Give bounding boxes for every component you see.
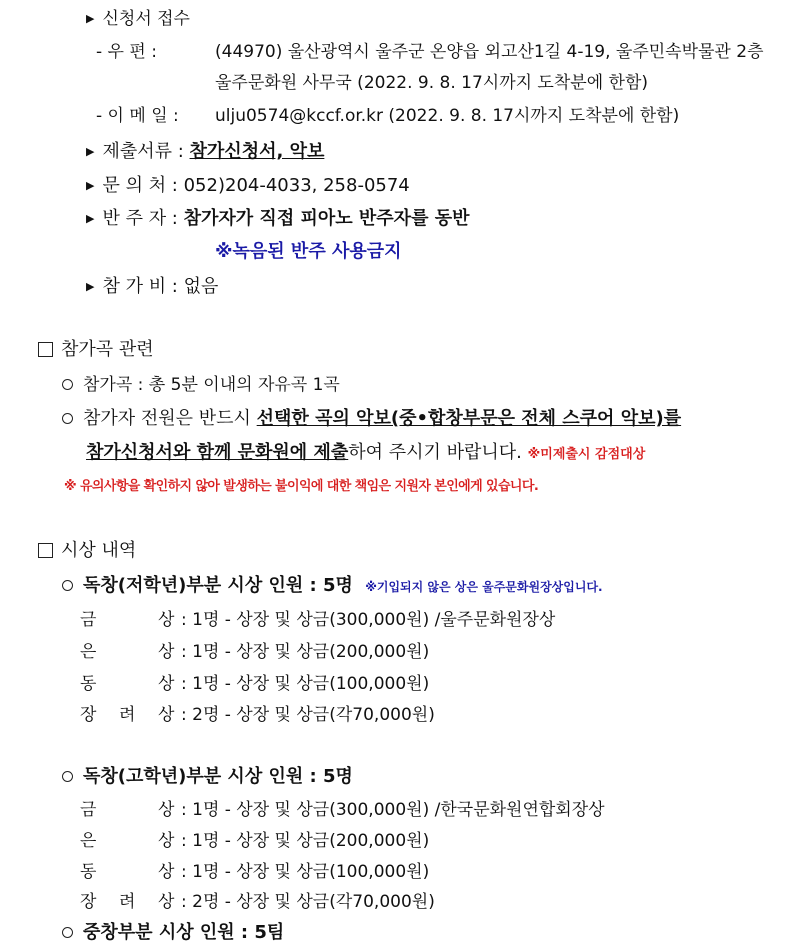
award-prize: 금 상	[80, 800, 175, 820]
fee-value: 없음	[183, 276, 219, 297]
award-row: : 1명 - 상장 및 상금(100,000원)	[181, 862, 430, 882]
post-address: (44970) 울산광역시 울주군 온양읍 외고산1길 4-19, 울주민속박물관 2층	[215, 42, 764, 62]
docs-label: 제출서류 :	[102, 141, 184, 162]
triangle-bullet-icon: ▶	[86, 12, 95, 25]
circle-bullet-icon	[62, 927, 73, 938]
songs-item-2: 참가자 전원은 반드시 선택한 곡의 악보(중•합창부문은 전체 스쿠어 악보)를	[62, 408, 681, 430]
post-address-cont: 울주문화원 사무국 (2022. 9. 8. 17시까지 도착분에 한함)	[215, 73, 649, 93]
triangle-bullet-icon: ▶	[86, 179, 95, 192]
award-row: : 1명 - 상장 및 상금(100,000원)	[181, 674, 430, 694]
triangle-bullet-icon: ▶	[86, 212, 95, 225]
accomp-label: 반 주 자 :	[102, 208, 178, 229]
accomp-value: 참가자가 직접 피아노 반주자를 동반	[183, 208, 470, 229]
award-prize: 금 상	[80, 610, 175, 630]
award-prize: 장 려 상	[80, 705, 175, 725]
submission-heading: ▶ 신청서 접수	[86, 9, 190, 29]
circle-bullet-icon	[62, 580, 73, 591]
docs-row	[86, 141, 324, 163]
songs-heading: 참가곡 관련	[38, 339, 154, 361]
checkbox-square-icon	[38, 342, 53, 357]
fee-label: 참 가 비 :	[102, 276, 178, 297]
songs-item-1: 참가곡 : 총 5분 이내의 자유곡 1곡	[62, 374, 340, 396]
penalty-note: ※미제출시 감점대상	[527, 447, 646, 462]
circle-bullet-icon	[62, 413, 73, 424]
award-row: : 1명 - 상장 및 상금(200,000원)	[181, 831, 430, 851]
contact-value: 052)204-4033, 258-0574	[183, 175, 410, 196]
accomp-note: ※녹음된 반주 사용금지	[215, 241, 402, 262]
award-group-2-title: 독창(고학년)부분 시상 인원 : 5명	[62, 766, 353, 788]
award-group-3-title: 중창부분 시상 인원 : 5팀	[62, 922, 284, 944]
post-label: - 우 편 :	[96, 42, 157, 62]
award-row: : 2명 - 상장 및 상금(각70,000원)	[181, 705, 435, 725]
email-address[interactable]: ulju0574@kccf.or.kr (2022. 9. 8. 17시까지 도착분에 한함)	[215, 106, 680, 126]
docs-value: 참가신청서, 악보	[189, 141, 325, 162]
contact-row	[86, 175, 410, 197]
circle-bullet-icon	[62, 379, 73, 390]
email-label: - 이 메 일 :	[96, 106, 179, 126]
awards-heading: 시상 내역	[38, 540, 136, 562]
award-prize: 장 려 상	[80, 892, 175, 912]
award-group-1-title: 독창(저학년)부분 시상 인원 : 5명 ※기입되지 않은 상은 울주문화원장상입니다.	[62, 575, 603, 598]
award-prize: 은 상	[80, 642, 175, 662]
fee-row	[86, 276, 218, 298]
award-row: : 1명 - 상장 및 상금(200,000원)	[181, 642, 430, 662]
triangle-bullet-icon: ▶	[86, 145, 95, 158]
contact-label: 문 의 처 :	[102, 175, 178, 196]
accomp-row	[86, 208, 470, 230]
award-row: : 1명 - 상장 및 상금(300,000원) /울주문화원장상	[181, 610, 556, 630]
award-row: : 1명 - 상장 및 상금(300,000원) /한국문화원연합회장상	[181, 800, 605, 820]
circle-bullet-icon	[62, 771, 73, 782]
award-prize: 은 상	[80, 831, 175, 851]
songs-item-2-cont: 참가신청서와 함께 문화원에 제출하여 주시기 바랍니다. ※미제출시 감점대상	[86, 442, 646, 463]
triangle-bullet-icon: ▶	[86, 280, 95, 293]
checkbox-square-icon	[38, 543, 53, 558]
warning-note: ※ 유의사항을 확인하지 않아 발생하는 불이익에 대한 책임은 지원자 본인에게 있습니다.	[64, 479, 539, 494]
award-row: : 2명 - 상장 및 상금(각70,000원)	[181, 892, 435, 912]
award-prize: 동 상	[80, 674, 175, 694]
award-prize: 동 상	[80, 862, 175, 882]
award-group-1-note: ※기입되지 않은 상은 울주문화원장상입니다.	[365, 580, 603, 594]
